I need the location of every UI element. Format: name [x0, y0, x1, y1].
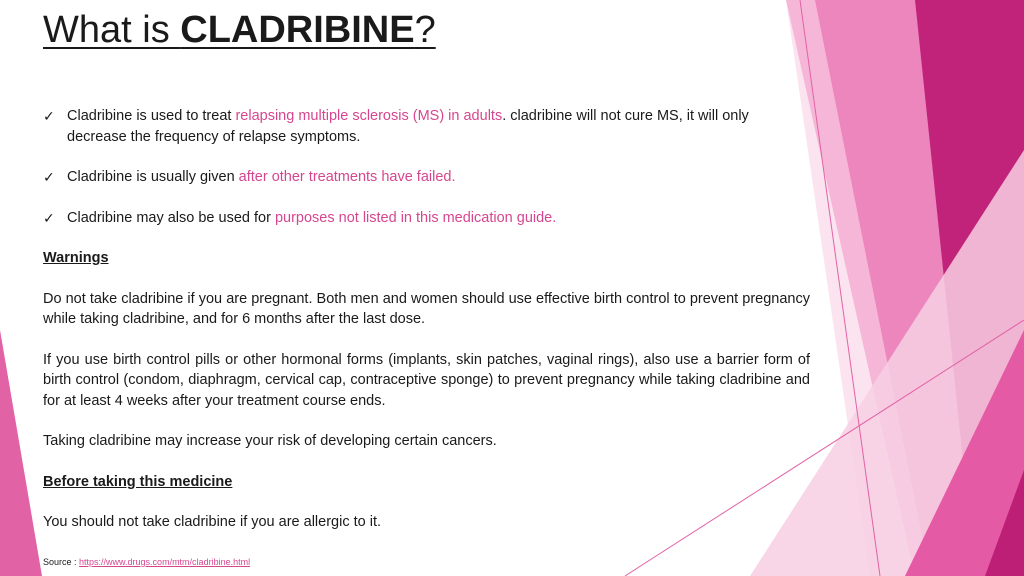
bullet-text: [67, 169, 456, 185]
source-citation: [43, 556, 250, 568]
check-icon: ✓: [43, 209, 55, 226]
source-link[interactable]: https://www.drugs.com/mtm/cladribine.html: [79, 557, 251, 567]
bullet-highlight: purposes not listed in this medication guide.: [274, 209, 557, 226]
bullet-item: [43, 167, 810, 188]
left-corner-sliver: [0, 330, 42, 576]
warnings-paragraph: If you use birth control pills or other hormonal forms (implants, skin patches, vaginal rings), also use a barrier form of birth control (condom, diaphragm, cervical cap, contraceptive sponge) to prevent pregnancy while taking cladribine and for at least 4 weeks after your treatment course ends.: [43, 351, 810, 409]
bullet-item: [43, 208, 810, 229]
bullet-text-before: Cladribine is usually given: [67, 169, 239, 185]
bullet-text-before: Cladribine is used to treat: [67, 108, 236, 124]
warnings-heading: Warnings: [43, 250, 109, 266]
bullet-text: [67, 210, 556, 226]
bullet-text-after: . cladribine will not cure MS, it will only decrease the frequency of relapse symptoms.: [67, 108, 749, 145]
bullet-highlight: after other treatments have failed.: [238, 169, 456, 185]
before-taking-paragraph: You should not take cladribine if you are allergic to it.: [43, 514, 382, 530]
title-prefix: What is: [43, 9, 181, 51]
slide-content: [43, 106, 810, 553]
warnings-paragraph: Do not take cladribine if you are pregnant. Both men and women should use effective birth control to prevent pregnancy while taking cladribine, and for 6 months after the last dose.: [43, 290, 810, 327]
bullet-item: [43, 106, 810, 147]
before-taking-heading: Before taking this medicine: [43, 473, 233, 490]
title-drug-name: CLADRIBINE: [180, 9, 415, 51]
check-icon: ✓: [43, 108, 55, 124]
title-suffix: ?: [414, 9, 436, 51]
check-icon: ✓: [43, 169, 55, 185]
bullet-highlight: relapsing multiple sclerosis (MS) in adults: [235, 108, 503, 124]
slide-title: [43, 6, 436, 54]
warnings-paragraph: Taking cladribine may increase your risk of developing certain cancers.: [43, 433, 497, 449]
bullet-text-before: Cladribine may also be used for: [67, 209, 275, 226]
bullet-text: [67, 108, 749, 145]
source-label: Source :: [43, 557, 80, 567]
